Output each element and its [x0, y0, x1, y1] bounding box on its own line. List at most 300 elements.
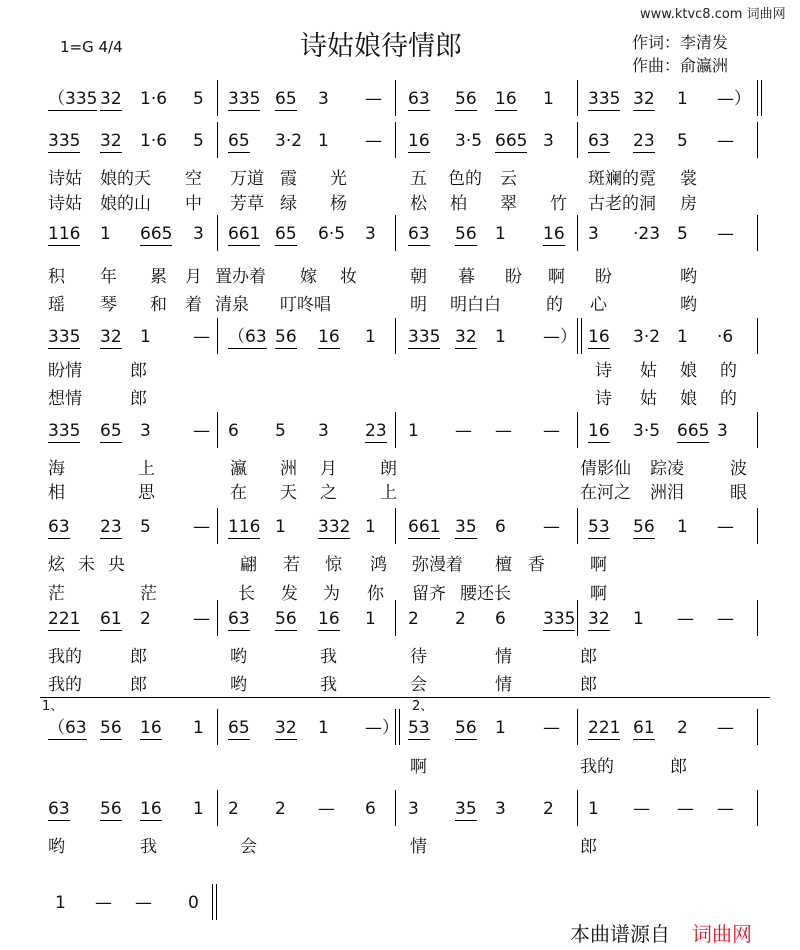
note-group: 63 — [408, 89, 430, 109]
note-group: 16 — [588, 327, 610, 347]
note-group: 32 — [100, 89, 122, 109]
bar-line — [395, 122, 396, 158]
lyric-syllable: 郎 — [130, 675, 147, 695]
note-group: 335 — [48, 327, 81, 347]
lyric-syllable: 檀 — [495, 555, 512, 575]
note-group: 2 — [677, 718, 688, 738]
note-group: —） — [717, 89, 751, 109]
note-group: 665 — [495, 131, 528, 151]
bar-line — [217, 709, 218, 745]
note-group: 3 — [588, 224, 599, 244]
note-group: 5 — [193, 89, 204, 109]
lyric-syllable: 香 — [528, 555, 545, 575]
note-group: 16 — [588, 421, 610, 441]
lyric-syllable: 明 — [410, 295, 427, 315]
lyric-line — [0, 478, 800, 503]
note-group: 1 — [365, 517, 376, 537]
bar-line — [395, 80, 396, 116]
lyric-syllable: 月 — [185, 267, 202, 287]
lyric-line — [0, 550, 800, 575]
lyric-syllable: 斑斓的霓 — [588, 169, 656, 189]
lyric-syllable: 啊 — [590, 584, 607, 604]
note-group: 1 — [365, 609, 376, 629]
note-group: 3 — [318, 421, 329, 441]
site-url: www.ktvc8.com 词曲网 — [640, 7, 786, 22]
note-group: 65 — [228, 131, 250, 151]
note-group: 332 — [318, 517, 351, 537]
lyric-syllable: 想情 — [48, 389, 82, 409]
note-group: 16 — [140, 718, 162, 738]
composer-credit: 作曲：俞瀛洲 — [632, 56, 729, 75]
note-group: 1 — [633, 609, 644, 629]
bar-line — [577, 215, 578, 251]
note-group: 1 — [588, 799, 599, 819]
lyric-syllable: 清泉 — [215, 295, 249, 315]
note-group: 1 — [677, 327, 688, 347]
lyric-syllable: 上 — [380, 483, 397, 503]
note-group: 63 — [48, 517, 70, 537]
lyric-syllable: 海 — [48, 459, 65, 479]
lyric-line — [0, 752, 800, 777]
note-group: 1 — [495, 224, 506, 244]
note-group: 35 — [455, 799, 477, 819]
bar-line — [395, 508, 396, 544]
lyric-line — [0, 356, 800, 381]
note-group: 16 — [318, 609, 340, 629]
lyric-syllable: 天 — [280, 483, 297, 503]
note-group: 1 — [100, 224, 111, 244]
note-group: 3 — [717, 421, 728, 441]
note-group: — — [677, 799, 694, 819]
bar-line — [577, 508, 578, 544]
lyric-syllable: 诗姑 — [48, 169, 82, 189]
bar-line — [217, 122, 218, 158]
note-group: 16 — [318, 327, 340, 347]
lyric-syllable: 相 — [48, 483, 65, 503]
note-group: 1 — [275, 517, 286, 537]
note-group: 56 — [633, 517, 655, 537]
lyric-syllable: 月 — [320, 459, 337, 479]
note-group: 1 — [677, 89, 688, 109]
lyric-syllable: 思 — [138, 483, 155, 503]
bar-line — [577, 709, 578, 745]
lyric-syllable: 若 — [283, 555, 300, 575]
lyric-syllable: 竹 — [550, 194, 567, 214]
lyric-syllable: 郎 — [580, 837, 597, 857]
note-group: 5 — [140, 517, 151, 537]
note-group: — — [318, 799, 335, 819]
note-group: 16 — [495, 89, 517, 109]
note-group: 116 — [48, 224, 81, 244]
note-group: 6 — [365, 799, 376, 819]
note-group: 56 — [275, 327, 297, 347]
lyric-syllable: 杨 — [330, 194, 347, 214]
lyric-syllable: 盼 — [505, 267, 522, 287]
note-group: 2 — [228, 799, 239, 819]
note-group: 1 — [408, 421, 419, 441]
lyric-syllable: 惊 — [325, 555, 342, 575]
lyric-syllable: 古老的洞 — [588, 194, 656, 214]
note-group: 1 — [543, 89, 554, 109]
lyric-syllable: 留齐 — [412, 584, 446, 604]
lyric-syllable: 裳 — [680, 169, 697, 189]
lyric-syllable: 啊 — [410, 757, 427, 777]
bar-line — [217, 80, 218, 116]
bar-line — [577, 600, 578, 636]
lyric-syllable: 郎 — [130, 647, 147, 667]
note-group: 3 — [543, 131, 554, 151]
note-group: — — [543, 718, 560, 738]
lyric-line — [0, 189, 800, 214]
lyric-syllable: 在 — [230, 483, 247, 503]
note-group: 2 — [543, 799, 554, 819]
note-group: 1 — [318, 718, 329, 738]
note-group: 5 — [193, 131, 204, 151]
bar-line — [395, 790, 396, 826]
lyric-syllable: 你 — [367, 584, 384, 604]
bar-line — [395, 318, 396, 354]
bar-line — [217, 412, 218, 448]
note-group: 63 — [408, 224, 430, 244]
lyric-syllable: 的 — [546, 295, 563, 315]
lyric-line — [0, 832, 800, 857]
note-group: 23 — [365, 421, 387, 441]
note-group: 56 — [100, 718, 122, 738]
note-group: — — [495, 421, 512, 441]
lyric-syllable: 累 — [150, 267, 167, 287]
lyric-syllable: 的 — [720, 389, 737, 409]
lyric-syllable: 央 — [108, 555, 125, 575]
footer-note — [570, 918, 752, 947]
lyric-syllable: 上 — [138, 459, 155, 479]
note-group: 23 — [100, 517, 122, 537]
music-row — [0, 516, 800, 544]
note-group: — — [95, 893, 112, 913]
volta-label: 2、 — [412, 699, 434, 714]
lyric-syllable: 松 — [410, 194, 427, 214]
bar-line — [577, 412, 578, 448]
bar-line — [577, 790, 578, 826]
lyric-syllable: 弥漫着 — [412, 555, 463, 575]
music-row — [0, 326, 800, 354]
lyric-syllable: 朗 — [380, 459, 397, 479]
lyric-syllable: 娘 — [680, 389, 697, 409]
lyric-syllable: 待 — [410, 647, 427, 667]
note-group: 35 — [455, 517, 477, 537]
note-group: 665 — [140, 224, 173, 244]
note-group: 65 — [100, 421, 122, 441]
lyric-line — [0, 670, 800, 695]
note-group: 1 — [193, 718, 204, 738]
note-group: — — [455, 421, 472, 441]
lyric-syllable: 心 — [590, 295, 607, 315]
music-row — [0, 608, 800, 636]
note-group: 56 — [455, 224, 477, 244]
bar-line — [757, 318, 758, 354]
bar-line — [577, 122, 578, 158]
note-group: —） — [365, 718, 399, 738]
note-group: 32 — [275, 718, 297, 738]
lyric-syllable: 我 — [140, 837, 157, 857]
source-text: 本曲谱源自 — [570, 922, 670, 946]
note-group: — — [677, 609, 694, 629]
lyric-syllable: 万道 — [230, 169, 264, 189]
note-group: 16 — [543, 224, 565, 244]
note-group: 56 — [100, 799, 122, 819]
lyric-syllable: 绿 — [280, 194, 297, 214]
lyric-syllable: 姑 — [640, 389, 657, 409]
lyric-syllable: 我 — [320, 675, 337, 695]
lyric-syllable: 波 — [730, 459, 747, 479]
lyric-syllable: 倩影仙 — [580, 459, 631, 479]
note-group: 335 — [48, 131, 81, 151]
lyric-syllable: 盼情 — [48, 361, 82, 381]
lyric-syllable: 发 — [281, 584, 298, 604]
note-group: 56 — [275, 609, 297, 629]
lyric-syllable: 翠 — [500, 194, 517, 214]
note-group: 665 — [677, 421, 710, 441]
lyric-syllable: 诗 — [595, 389, 612, 409]
lyric-syllable: 五 — [410, 169, 427, 189]
note-group: 3·5 — [633, 421, 661, 441]
note-group: — — [365, 89, 382, 109]
note-group: 335 — [48, 421, 81, 441]
lyric-line — [0, 384, 800, 409]
lyric-syllable: 瀛 — [230, 459, 247, 479]
lyric-syllable: 瑶 — [48, 295, 65, 315]
lyric-syllable: 哟 — [48, 837, 65, 857]
note-group: ·6 — [717, 327, 734, 347]
note-group: （63 — [48, 718, 87, 738]
note-group: 32 — [100, 131, 122, 151]
note-group: 1·6 — [140, 89, 168, 109]
note-group: — — [633, 799, 650, 819]
bar-line — [217, 600, 218, 636]
note-group: 661 — [408, 517, 441, 537]
lyric-syllable: 茫 — [48, 584, 65, 604]
note-group: 53 — [408, 718, 430, 738]
lyric-syllable: 空 — [185, 169, 202, 189]
note-group: — — [543, 421, 560, 441]
note-group: — — [717, 224, 734, 244]
note-group: 335 — [408, 327, 441, 347]
bar-line — [217, 790, 218, 826]
note-group: 1 — [318, 131, 329, 151]
lyric-syllable: 娘 — [680, 361, 697, 381]
note-group: 1 — [140, 327, 151, 347]
note-group: 1 — [55, 893, 66, 913]
bar-line — [577, 318, 582, 354]
lyric-syllable: 哟 — [230, 647, 247, 667]
note-group: 2 — [408, 609, 419, 629]
bar-line — [757, 80, 762, 116]
note-group: — — [717, 131, 734, 151]
note-group: 3·2 — [275, 131, 303, 151]
lyric-syllable: 光 — [330, 169, 347, 189]
note-group: 61 — [633, 718, 655, 738]
note-group: （63 — [228, 327, 267, 347]
bar-line — [757, 412, 758, 448]
lyric-syllable: 眼 — [730, 483, 747, 503]
bar-line — [217, 318, 218, 354]
bar-line — [577, 80, 578, 116]
lyric-syllable: 腰还长 — [460, 584, 511, 604]
bar-line — [395, 412, 396, 448]
lyric-syllable: 洲泪 — [650, 483, 684, 503]
bar-line — [757, 600, 758, 636]
lyric-syllable: 啊 — [590, 555, 607, 575]
note-group: 116 — [228, 517, 261, 537]
note-group: — — [193, 327, 210, 347]
lyric-line — [0, 579, 800, 604]
lyric-syllable: 炫 — [48, 555, 65, 575]
note-group: 3 — [140, 421, 151, 441]
note-group: — — [193, 421, 210, 441]
lyric-syllable: 在河之 — [580, 483, 631, 503]
bar-line — [757, 122, 758, 158]
lyric-syllable: 我的 — [48, 675, 82, 695]
note-group: ·23 — [633, 224, 661, 244]
note-group: 63 — [228, 609, 250, 629]
lyric-syllable: 我的 — [48, 647, 82, 667]
lyric-syllable: 诗 — [595, 361, 612, 381]
note-group: 3 — [193, 224, 204, 244]
lyric-syllable: 未 — [78, 555, 95, 575]
note-group: 63 — [48, 799, 70, 819]
bar-line — [757, 508, 758, 544]
lyric-syllable: 洲 — [280, 459, 297, 479]
lyric-syllable: 娘的山 — [100, 194, 151, 214]
note-group: 5 — [677, 224, 688, 244]
volta-bracket — [40, 697, 435, 698]
note-group: 2 — [140, 609, 151, 629]
note-group: 2 — [455, 609, 466, 629]
volta-label: 1、 — [42, 699, 64, 714]
lyric-syllable: 色的 — [448, 169, 482, 189]
lyric-syllable: 妆 — [340, 267, 357, 287]
note-group: 3·2 — [633, 327, 661, 347]
lyric-syllable: 茫 — [140, 584, 157, 604]
lyric-syllable: 暮 — [458, 267, 475, 287]
note-group: 5 — [275, 421, 286, 441]
note-group: 5 — [677, 131, 688, 151]
lyric-syllable: 云 — [500, 169, 517, 189]
note-group: — — [717, 517, 734, 537]
lyric-syllable: 霞 — [280, 169, 297, 189]
note-group: 16 — [408, 131, 430, 151]
lyric-syllable: 积 — [48, 267, 65, 287]
note-group: 221 — [48, 609, 81, 629]
bar-line — [757, 215, 758, 251]
lyric-syllable: 之 — [320, 483, 337, 503]
lyric-syllable: 踪凌 — [650, 459, 684, 479]
lyricist-credit: 作词：李清发 — [632, 33, 729, 52]
note-group: 65 — [275, 224, 297, 244]
lyric-syllable: 盼 — [595, 267, 612, 287]
note-group: 6·5 — [318, 224, 346, 244]
note-group: 65 — [228, 718, 250, 738]
lyric-syllable: 郎 — [130, 389, 147, 409]
lyric-syllable: 房 — [680, 194, 697, 214]
note-group: 1 — [365, 327, 376, 347]
lyric-syllable: 长 — [238, 584, 255, 604]
lyric-syllable: 年 — [100, 267, 117, 287]
note-group: — — [135, 893, 152, 913]
note-group: — — [717, 609, 734, 629]
lyric-syllable: 情 — [495, 647, 512, 667]
note-group: 6 — [495, 609, 506, 629]
volta-bracket — [410, 697, 770, 698]
note-group: 1 — [495, 718, 506, 738]
lyric-syllable: 郎 — [130, 361, 147, 381]
lyric-syllable: 姑 — [640, 361, 657, 381]
lyric-syllable: 和 — [150, 295, 167, 315]
lyric-syllable: 嫁 — [300, 267, 317, 287]
note-group: 2 — [275, 799, 286, 819]
lyric-line — [0, 290, 800, 315]
music-row — [0, 420, 800, 448]
bar-line — [757, 790, 758, 826]
lyric-syllable: 为 — [323, 584, 340, 604]
lyric-syllable: 芳草 — [230, 194, 264, 214]
bar-line — [395, 215, 396, 251]
lyric-syllable: 会 — [240, 837, 257, 857]
note-group: 6 — [228, 421, 239, 441]
note-group: 3 — [365, 224, 376, 244]
lyric-syllable: 我 — [320, 647, 337, 667]
lyric-line — [0, 262, 800, 287]
note-group: 335 — [228, 89, 261, 109]
lyric-syllable: 哟 — [230, 675, 247, 695]
note-group: 1 — [193, 799, 204, 819]
note-group: 32 — [455, 327, 477, 347]
note-group: 16 — [140, 799, 162, 819]
music-row — [0, 798, 800, 826]
lyric-syllable: 情 — [410, 837, 427, 857]
note-group: — — [717, 718, 734, 738]
note-group: 56 — [455, 718, 477, 738]
note-group: —） — [543, 327, 577, 347]
lyric-syllable: 会 — [410, 675, 427, 695]
note-group: — — [717, 799, 734, 819]
note-group: — — [543, 517, 560, 537]
lyric-syllable: 娘的天 — [100, 169, 151, 189]
note-group: 1 — [495, 327, 506, 347]
note-group: 3 — [318, 89, 329, 109]
bar-line — [757, 709, 758, 745]
lyric-syllable: 的 — [720, 361, 737, 381]
lyric-syllable: 郎 — [580, 647, 597, 667]
lyric-syllable: 明白白 — [450, 295, 501, 315]
note-group: 3 — [495, 799, 506, 819]
brand-link[interactable]: 词曲网 — [692, 922, 752, 946]
lyric-syllable: 柏 — [450, 194, 467, 214]
note-group: 6 — [495, 517, 506, 537]
note-group: — — [365, 131, 382, 151]
bar-line — [217, 508, 218, 544]
lyric-syllable: 朝 — [410, 267, 427, 287]
bar-line — [395, 709, 400, 745]
note-group: 661 — [228, 224, 261, 244]
lyric-syllable: 情 — [495, 675, 512, 695]
note-group: 56 — [455, 89, 477, 109]
lyric-syllable: 郎 — [670, 757, 687, 777]
note-group: 1·6 — [140, 131, 168, 151]
note-group: — — [193, 517, 210, 537]
lyric-syllable: 郎 — [580, 675, 597, 695]
note-group: （335 — [48, 89, 98, 109]
note-group: 3 — [408, 799, 419, 819]
